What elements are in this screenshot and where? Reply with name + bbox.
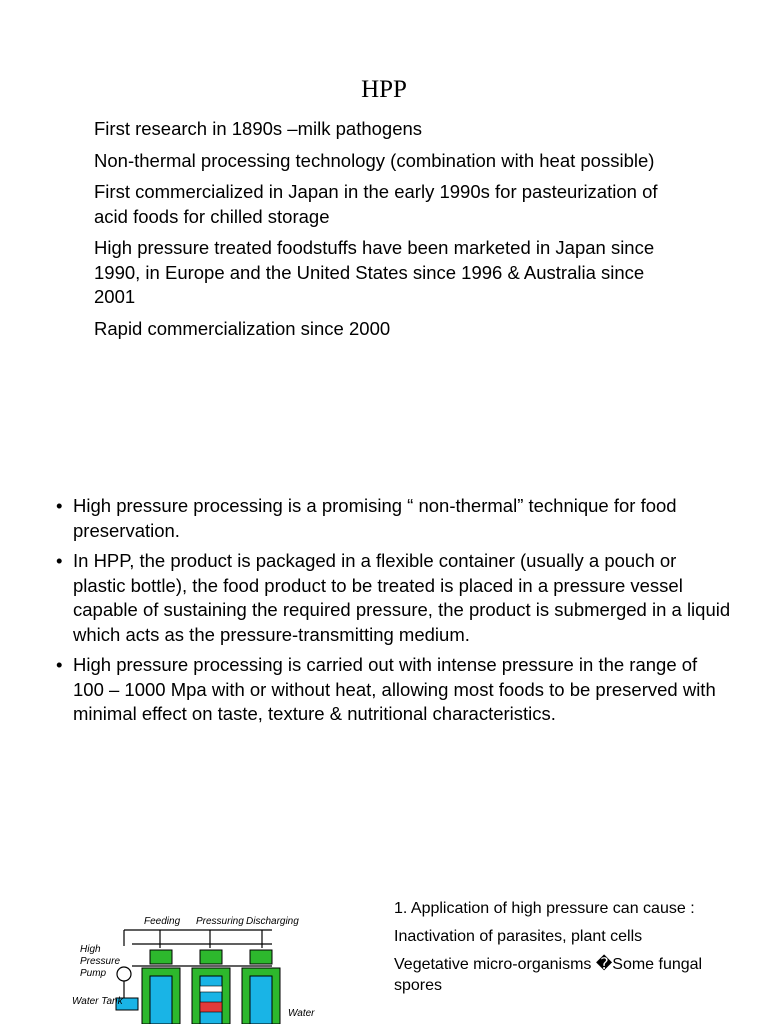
history-item: Non-thermal processing technology (combination with heat possible)	[94, 149, 655, 171]
vessel-pressuring	[192, 950, 230, 1024]
label-discharging: Discharging	[246, 916, 299, 927]
history-item: First commercialized in Japan in the early 1990s for pasteurization of acid foods for chilled storage	[94, 181, 658, 227]
description-text: In HPP, the product is packaged in a flexible container (usually a pouch or plastic bottle), the food product to be treated is placed in a pressure vessel capable of sustaining the required pressure, the product is submerged in a liquid which acts as the pressure-transmitting medium.	[73, 550, 731, 645]
description-item	[56, 494, 732, 543]
bullet-icon: •	[56, 654, 63, 675]
label-pressuring: Pressuring	[196, 916, 244, 927]
slide-title: HPP	[361, 76, 407, 103]
history-item: Rapid commercialization since 2000	[94, 317, 391, 339]
vessel-feeding	[142, 950, 180, 1024]
label-feeding: Feeding	[144, 916, 181, 927]
description-text: High pressure processing is a promising “ non-thermal” technique for food preservation.	[73, 495, 677, 541]
hpp-process-diagram	[72, 906, 322, 1024]
effects-text	[394, 898, 704, 1003]
pump-icon	[117, 967, 131, 981]
effects-item: Vegetative micro-organisms �Some fungal spores	[394, 956, 703, 994]
effects-heading: 1. Application of high pressure can cause :	[394, 900, 695, 917]
label-pump-3: Pump	[80, 968, 107, 979]
label-pump-2: Pressure	[80, 956, 121, 967]
label-pump-1: High	[80, 944, 101, 955]
history-list	[94, 117, 684, 348]
hpp-description-list	[56, 494, 732, 733]
history-item: First research in 1890s –milk pathogens	[94, 118, 423, 139]
description-item	[56, 549, 732, 647]
vessel-discharging	[242, 950, 280, 1024]
bullet-icon: •	[56, 550, 63, 571]
description-item	[56, 653, 732, 727]
label-water: Water	[288, 1008, 315, 1019]
description-text: High pressure processing is carried out with intense pressure in the range of 100 – 1000 Mpa with or without heat, allowing most foods to be preserved with minimal effect on taste, texture & nutritional characteristics.	[73, 654, 716, 724]
label-water-tank: Water Tank	[72, 996, 123, 1007]
bullet-icon: •	[56, 495, 63, 516]
effects-item: Inactivation of parasites, plant cells	[394, 928, 643, 945]
history-item: High pressure treated foodstuffs have been marketed in Japan since 1990, in Europe and the United States since 1996 & Australia since 2001	[94, 237, 655, 307]
